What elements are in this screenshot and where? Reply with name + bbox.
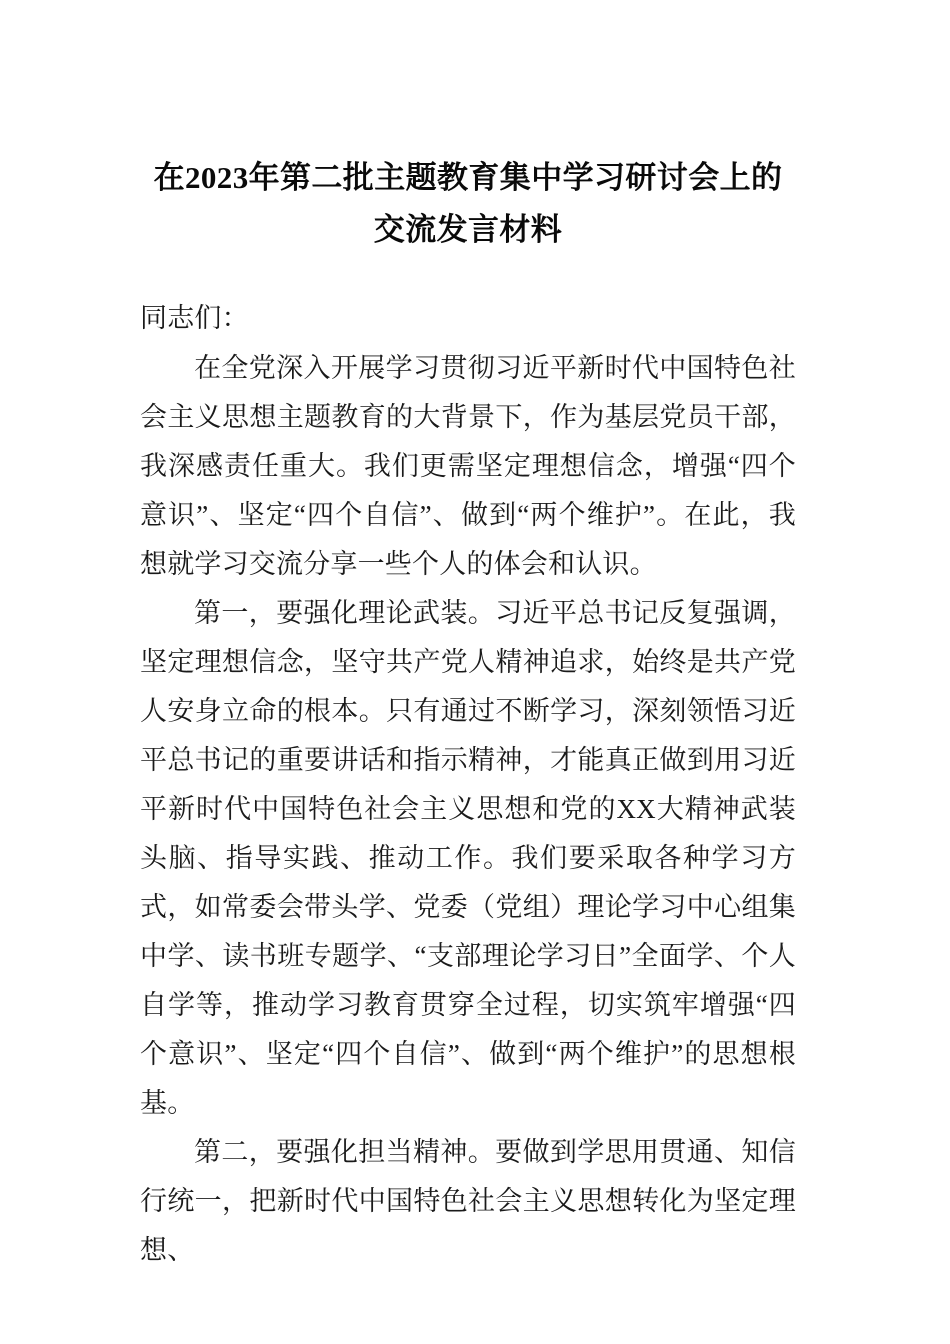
paragraph-1: 在全党深入开展学习贯彻习近平新时代中国特色社会主义思想主题教育的大背景下，作为基层党员干部，我深感责任重大。我们更需坚定理想信念，增强“四个意识”、坚定“四个自信”、做到“两个维护”。在此，我想就学习交流分享一些个人的体会和认识。 xyxy=(140,353,796,579)
salutation: 同志们： xyxy=(140,303,249,333)
document-title: 在2023年第二批主题教育集中学习研讨会上的交流发言材料 xyxy=(153,160,783,247)
document-text-column xyxy=(140,0,796,1275)
paragraph-3: 第二，要强化担当精神。要做到学思用贯通、知信行统一，把新时代中国特色社会主义思想转化为坚定理想、 xyxy=(140,1137,796,1265)
paragraph-2: 第一，要强化理论武装。习近平总书记反复强调，坚定理想信念，坚守共产党人精神追求，始终是共产党人安身立命的根本。只有通过不断学习，深刻领悟习近平总书记的重要讲话和指示精神，才能真正做到用习近平新时代中国特色社会主义思想和党的XX大精神武装头脑、指导实践、推动工作。我们要采取各种学习方式，如常委会带头学、党委（党组）理论学习中心组集中学、读书班专题学、“支部理论学习日”全面学、个人自学等，推动学习教育贯穿全过程，切实筑牢增强“四个意识”、坚定“四个自信”、做到“两个维护”的思想根基。 xyxy=(140,598,796,1118)
